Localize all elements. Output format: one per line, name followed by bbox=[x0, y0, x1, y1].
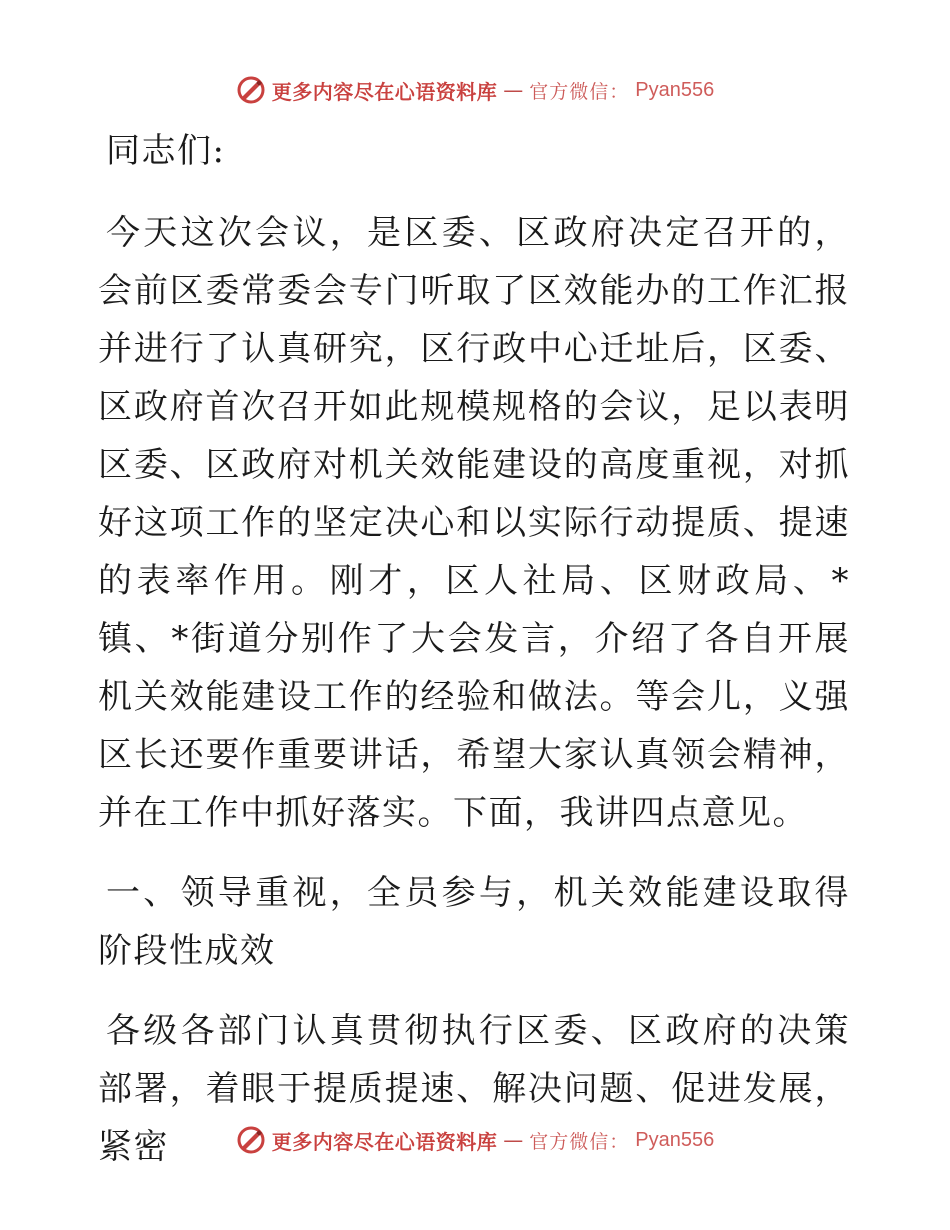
footer-banner bbox=[0, 1120, 950, 1160]
banner-title: 更多内容尽在心语资料库 bbox=[271, 1129, 498, 1154]
banner-separator: — bbox=[503, 78, 524, 102]
section-heading: 一、领导重视，全员参与，机关效能建设取得阶段性成效 bbox=[98, 873, 850, 971]
header-banner bbox=[0, 70, 950, 110]
pen-logo-icon bbox=[236, 1125, 266, 1155]
banner-wechat-label: 官方微信： bbox=[529, 80, 630, 103]
banner-wechat-label: 官方微信： bbox=[529, 1130, 630, 1153]
banner-wechat-id: Pyan556 bbox=[635, 1128, 715, 1151]
paragraph-section-one: 各级各部门认真贯彻执行区委、区政府的决策部署，着眼于提质提速、解决问题、促进发展，紧密 bbox=[98, 1011, 850, 1167]
paragraph-intro: 今天这次会议，是区委、区政府决定召开的，会前区委常委会专门听取了区效能办的工作汇报并进行了认真研究，区行政中心迁址后，区委、区政府首次召开如此规模规格的会议，足以表明区委、区政府对机关效能建设的高度重视，对抓好这项工作的坚定决心和以实际行动提质、提速的表率作用。刚才，区人社局、区财政局、*镇、*街道分别作了大会发言，介绍了各自开展机关效能建设工作的经验和做法。等会儿，义强区长还要作重要讲话，希望大家认真领会精神，并在工作中抓好落实。下面，我讲四点意见。 bbox=[98, 213, 850, 833]
banner-separator: — bbox=[503, 1128, 524, 1152]
banner-wechat-id: Pyan556 bbox=[635, 78, 715, 101]
document-body bbox=[98, 122, 850, 1176]
pen-logo-icon bbox=[236, 75, 266, 105]
banner-title: 更多内容尽在心语资料库 bbox=[271, 79, 498, 104]
salutation: 同志们: bbox=[106, 131, 226, 171]
